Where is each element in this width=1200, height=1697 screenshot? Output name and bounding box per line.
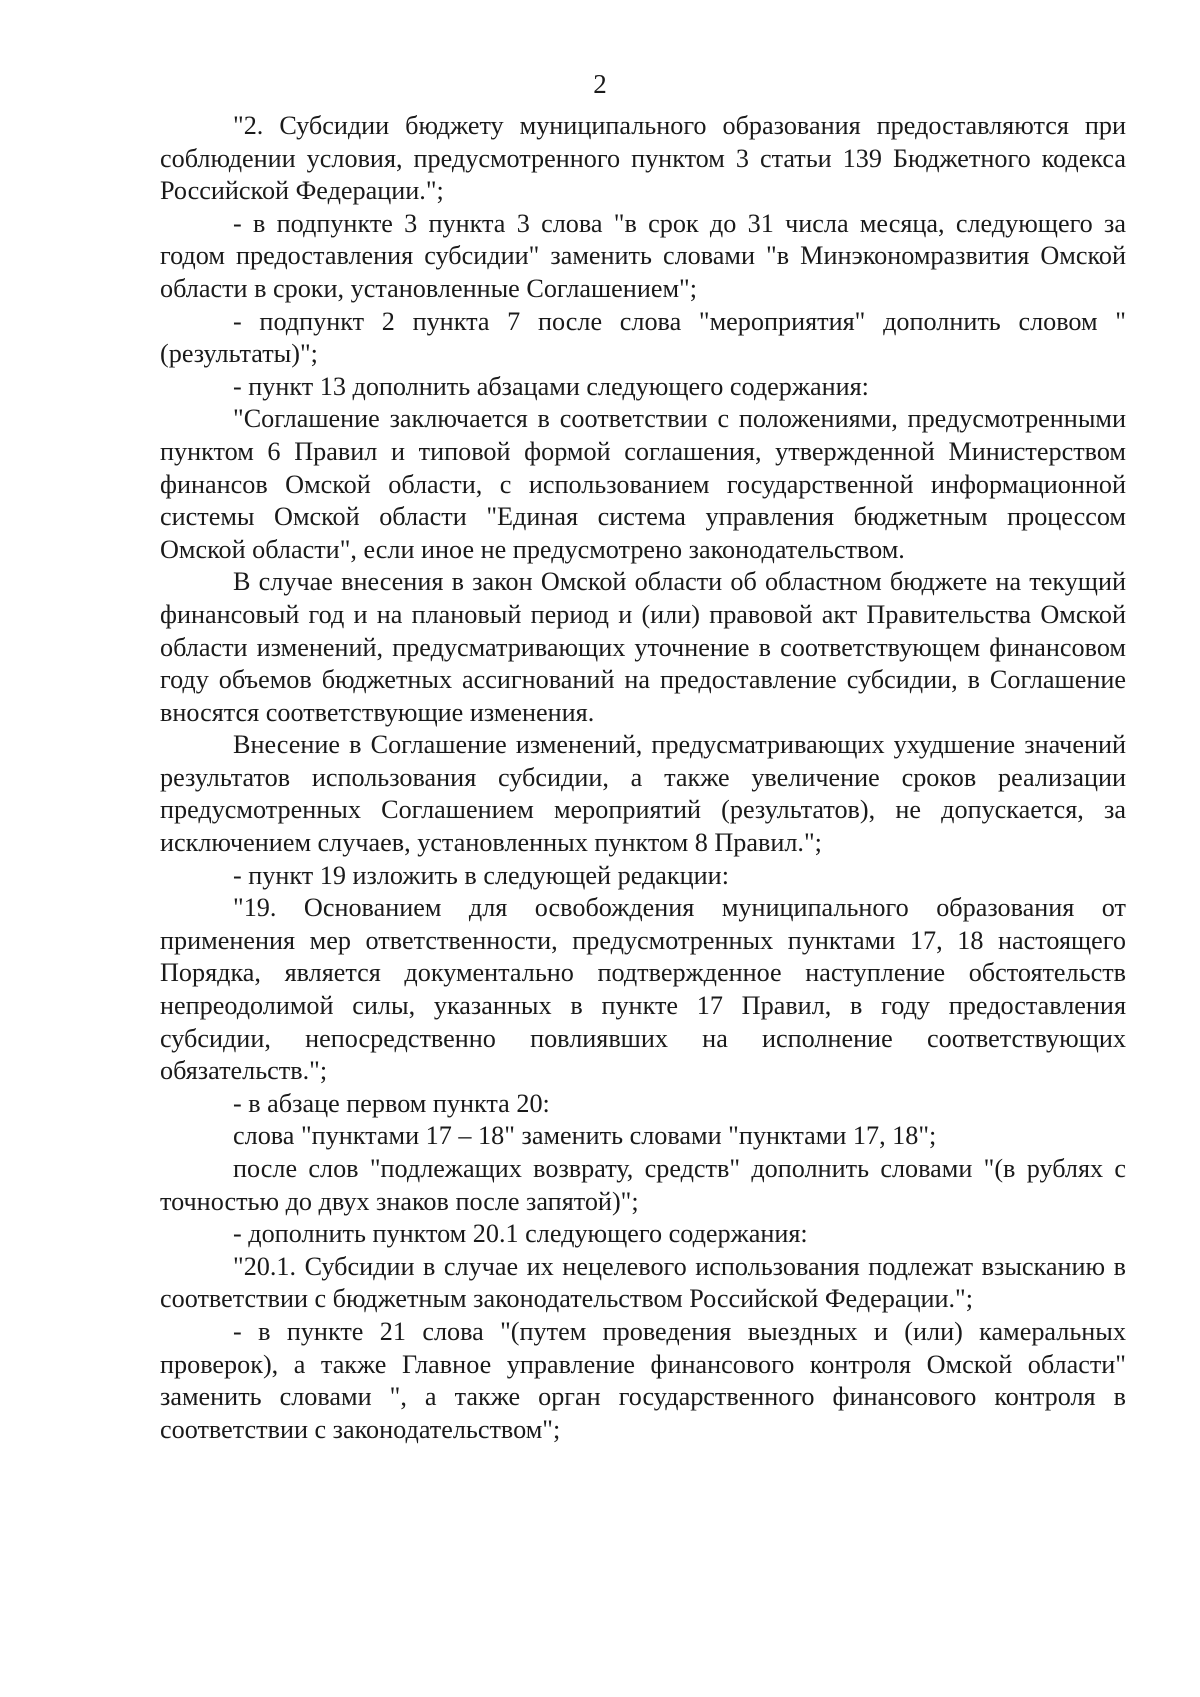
paragraph: В случае внесения в закон Омской области об областном бюджете на текущий финансовый год и на плановый период и (или) правовой акт Правительства Омской области изменений, предусматривающих уточнение в соответствующем финансовом году объемов бюджетных ассигнований на предоставление субсидии, в Соглашение вносятся соответствующие изменения.: [160, 567, 1126, 727]
paragraph: "Соглашение заключается в соответствии с положениями, предусмотренными пунктом 6 Правил и типовой формой соглашения, утвержденной Министерством финансов Омской области, с использованием государственной информационной системы Омской области "Единая система управления бюджетным процессом Омской области", если иное не предусмотрено законодательством.: [160, 404, 1126, 564]
document-body: [160, 110, 1126, 1446]
page-number: 2: [593, 69, 607, 99]
paragraph: "20.1. Субсидии в случае их нецелевого использования подлежат взысканию в соответствии с бюджетным законодательством Российской Федерации.";: [160, 1251, 1126, 1314]
paragraph: "19. Основанием для освобождения муниципального образования от применения мер ответственности, предусмотренных пунктами 17, 18 настоящего Порядка, является документально подтвержденное наступление обстоятельств непреодолимой силы, указанных в пункте 17 Правил, в году предоставления субсидии, непосредственно повлиявших на исполнение соответствующих обязательств.";: [160, 893, 1126, 1086]
paragraph: слова "пунктами 17 – 18" заменить словами "пунктами 17, 18";: [233, 1121, 937, 1151]
paragraph: - пункт 13 дополнить абзацами следующего содержания:: [233, 371, 869, 401]
paragraph: - в подпункте 3 пункта 3 слова "в срок до 31 числа месяца, следующего за годом предоставления субсидии" заменить словами "в Минэкономразвития Омской области в сроки, установленные Соглашением";: [160, 208, 1126, 303]
paragraph: - дополнить пунктом 20.1 следующего содержания:: [233, 1219, 808, 1249]
paragraph: "2. Субсидии бюджету муниципального образования предоставляются при соблюдении условия, предусмотренного пунктом 3 статьи 139 Бюджетного кодекса Российской Федерации.";: [160, 111, 1126, 206]
paragraph: Внесение в Соглашение изменений, предусматривающих ухудшение значений результатов использования субсидии, а также увеличение сроков реализации предусмотренных Соглашением мероприятий (результатов), не допускается, за исключением случаев, установленных пунктом 8 Правил.";: [160, 730, 1126, 858]
paragraph: - в пункте 21 слова "(путем проведения выездных и (или) камеральных проверок), а также Главное управление финансового контроля Омской области" заменить словами ", а также орган государственного финансового контроля в соответствии с законодательством";: [160, 1316, 1126, 1444]
paragraph: - пункт 19 изложить в следующей редакции:: [233, 860, 729, 890]
paragraph: после слов "подлежащих возврату, средств" дополнить словами "(в рублях с точностью до двух знаков после запятой)";: [160, 1154, 1126, 1216]
paragraph: - подпункт 2 пункта 7 после слова "мероприятия" дополнить словом "(результаты)";: [160, 306, 1126, 369]
paragraph: - в абзаце первом пункта 20:: [233, 1088, 550, 1118]
